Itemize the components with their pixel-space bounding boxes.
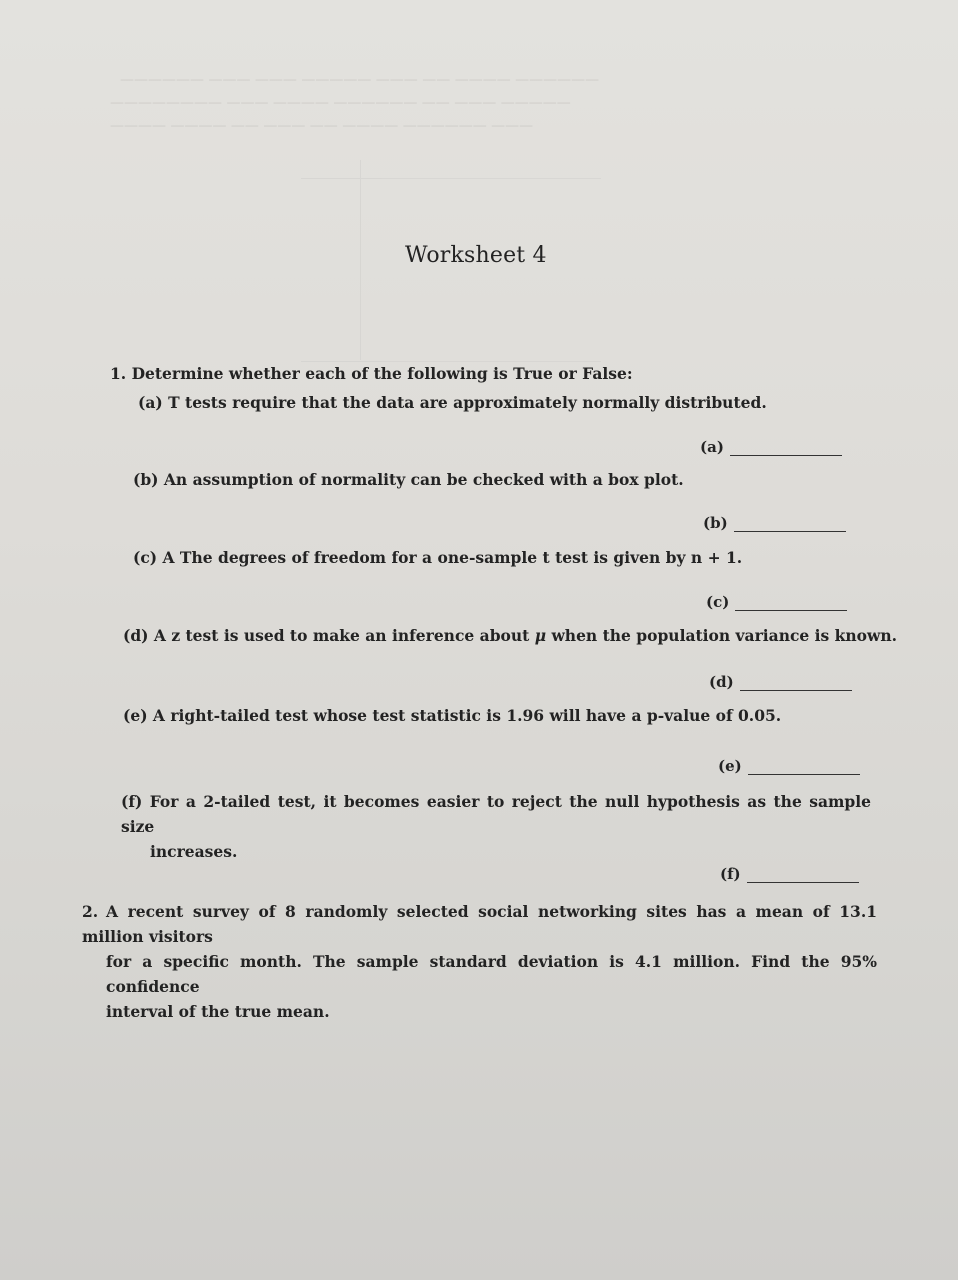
question-1d xyxy=(123,623,897,648)
mu-symbol: μ xyxy=(534,626,547,645)
question-1c: (c) A The degrees of freedom for a one-sample t test is given by n + 1. xyxy=(133,548,743,567)
answer-label-d: (d) xyxy=(709,673,734,691)
question-1d-text-after: when the population variance is known. xyxy=(546,626,898,645)
answer-line-c[interactable] xyxy=(735,598,847,611)
bleed-through-text: ————— ——— —— —————— ———— ——— ———————— xyxy=(110,95,571,111)
question-1-stem: 1. Determine whether each of the following is True or False: xyxy=(110,364,633,383)
answer-label-e: (e) xyxy=(718,757,742,775)
question-1f-line2: increases. xyxy=(150,842,238,861)
question-1f xyxy=(121,789,871,864)
answer-line-e[interactable] xyxy=(748,762,860,775)
question-2-number: 2. xyxy=(82,902,99,921)
bleed-through-text: ——— —————— ———— —— ——— —— ———— ———— xyxy=(110,118,534,134)
question-2-line1: A recent survey of 8 randomly selected social networking sites has a mean of 13.1 million visitors xyxy=(82,902,877,946)
question-1d-text-before: (d) A z test is used to make an inference about xyxy=(123,626,535,645)
answer-blank-c[interactable] xyxy=(706,593,847,611)
answer-blank-d[interactable] xyxy=(709,673,852,691)
worksheet-title: Worksheet 4 xyxy=(405,243,547,268)
question-1e: (e) A right-tailed test whose test statistic is 1.96 will have a p-value of 0.05. xyxy=(123,706,782,725)
answer-blank-b[interactable] xyxy=(703,514,846,532)
answer-label-f: (f) xyxy=(720,865,741,883)
answer-line-d[interactable] xyxy=(740,678,852,691)
question-2-line3: interval of the true mean. xyxy=(106,1002,330,1021)
question-2-line2: for a specific month. The sample standard deviation is 4.1 million. Find the 95% confidence xyxy=(106,952,877,996)
bleed-through-text: —————— ———— —— ——— ————— ——— ——— —————— xyxy=(120,72,600,88)
answer-line-a[interactable] xyxy=(730,443,842,456)
question-1b: (b) An assumption of normality can be checked with a box plot. xyxy=(133,470,684,489)
question-1a: (a) T tests require that the data are approximately normally distributed. xyxy=(138,393,767,412)
question-1f-line1: (f) For a 2-tailed test, it becomes easier to reject the null hypothesis as the sample size xyxy=(121,792,871,836)
answer-line-b[interactable] xyxy=(734,519,846,532)
answer-line-f[interactable] xyxy=(747,870,859,883)
answer-label-a: (a) xyxy=(700,438,724,456)
answer-label-c: (c) xyxy=(706,593,730,611)
answer-blank-a[interactable] xyxy=(700,438,842,456)
answer-label-b: (b) xyxy=(703,514,728,532)
question-2 xyxy=(82,899,877,1024)
answer-blank-f[interactable] xyxy=(720,865,859,883)
answer-blank-e[interactable] xyxy=(718,757,860,775)
